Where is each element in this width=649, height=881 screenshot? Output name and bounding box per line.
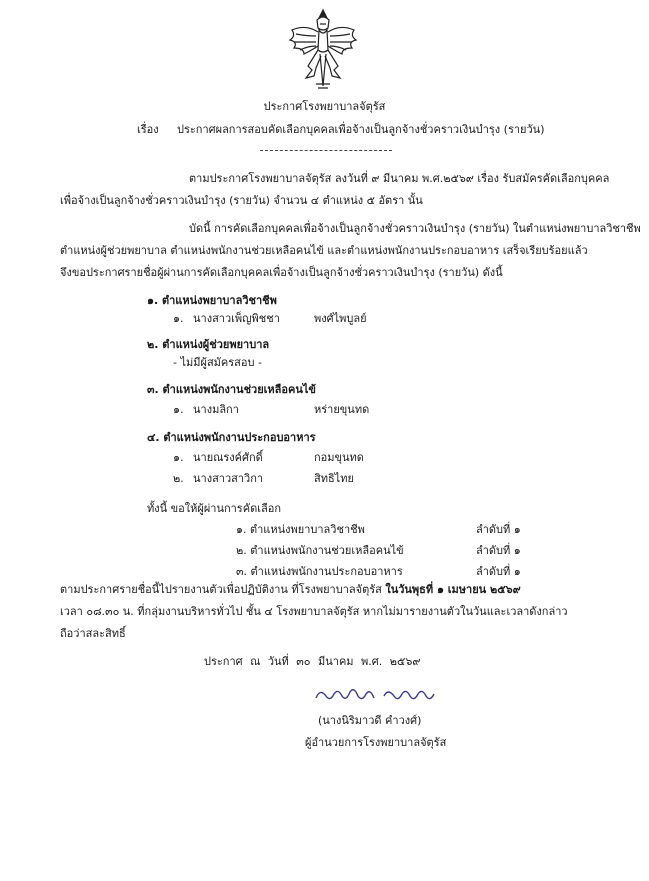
candidate-last-name: หร่ายขุนทด (314, 403, 370, 416)
garuda-emblem-icon (286, 6, 360, 90)
report-position: ๒. ตำแหน่งพนักงานช่วยเหลือคนไข้ (236, 544, 404, 557)
candidate-first-name: นายณรงค์ศักดิ์ (193, 451, 263, 464)
report-rank: ลำดับที่ ๑ (476, 565, 521, 578)
report-position: ๑. ตำแหน่งพยาบาลวิชาชีพ (236, 523, 365, 536)
position-heading: ๑. ตำแหน่งพยาบาลวิชาชีพ (147, 294, 277, 307)
signatory-position: ผู้อำนวยการโรงพยาบาลจัตุรัส (305, 736, 447, 749)
candidate-last-name: สิทธิไทย (314, 472, 354, 485)
no-applicants-note: - ไม่มีผู้สมัครสอบ - (173, 356, 262, 369)
announcement-issuer: ประกาศโรงพยาบาลจัตุรัส (263, 100, 386, 113)
candidate-number: ๑. (173, 403, 184, 416)
candidate-number: ๑. (173, 312, 184, 325)
report-rank: ลำดับที่ ๑ (476, 544, 521, 557)
candidate-number: ๑. (173, 451, 184, 464)
candidate-first-name: นางสาวเพ็ญพิชชา (193, 312, 280, 325)
report-rank: ลำดับที่ ๑ (476, 523, 521, 536)
report-line-3: ถือว่าสละสิทธิ์ (60, 627, 126, 640)
paragraph-1-line-1: ตามประกาศโรงพยาบาลจัตุรัส ลงวันที่ ๙ มีนาคม พ.ศ.๒๕๖๙ เรื่อง รับสมัครคัดเลือกบุคคล (189, 172, 610, 185)
candidate-first-name: นางสาวสาวิกา (193, 472, 264, 485)
signatory-name: (นางนิริมาวดี คำวงศ์) (318, 714, 422, 727)
report-line-2: เวลา ๐๘.๓๐ น. ที่กลุ่มงานบริหารทั่วไป ชั้น ๔ โรงพยาบาลจัตุรัส หากไม่มารายงานตัวในวันและเวลาดังกล่าว (60, 605, 568, 618)
subject-title: ประกาศผลการสอบคัดเลือกบุคคลเพื่อจ้างเป็นลูกจ้างชั่วคราวเงินบำรุง (รายวัน) (177, 123, 545, 136)
announcement-date: ประกาศ ณ วันที่ ๓๐ มีนาคม พ.ศ. ๒๕๖๙ (204, 655, 421, 668)
paragraph-2-line-3: จึงขอประกาศรายชื่อผู้ผ่านการคัดเลือกบุคคลเพื่อจ้างเป็นลูกจ้างชั่วคราวเงินบำรุง (รายวัน) ดังนี้ (60, 266, 503, 279)
report-line-1 (60, 583, 521, 597)
candidate-number: ๒. (173, 472, 184, 485)
candidate-last-name: พงศ์ไพบูลย์ (314, 312, 367, 325)
paragraph-2-line-1: บัดนี้ การคัดเลือกบุคคลเพื่อจ้างเป็นลูกจ้างชั่วคราวเงินบำรุง (รายวัน) ในตำแหน่งพยาบาลวิชาชีพ (189, 222, 641, 235)
position-heading: ๒. ตำแหน่งผู้ช่วยพยาบาล (147, 338, 270, 351)
candidate-last-name: กอมขุนทด (314, 451, 364, 464)
separator-rule (260, 150, 392, 151)
position-heading: ๓. ตำแหน่งพนักงานช่วยเหลือคนไข้ (147, 383, 316, 396)
position-heading: ๔. ตำแหน่งพนักงานประกอบอาหาร (147, 431, 316, 444)
paragraph-2-line-2: ตำแหน่งผู้ช่วยพยาบาล ตำแหน่งพนักงานช่วยเหลือคนไข้ และตำแหน่งพนักงานประกอบอาหาร เสร็จเรียบร้อยแล้ว (60, 244, 588, 257)
report-line-1-text: ตามประกาศรายชื่อนี้ไปรายงานตัวเพื่อปฏิบัติงาน ที่โรงพยาบาลจัตุรัส (60, 583, 386, 596)
report-intro: ทั้งนี้ ขอให้ผู้ผ่านการคัดเลือก (147, 502, 281, 515)
subject-label: เรื่อง (137, 123, 159, 136)
report-date: ในวันพุธที่ ๑ เมษายน ๒๕๖๙ (385, 583, 521, 596)
signature (312, 680, 438, 710)
paragraph-1-line-2: เพื่อจ้างเป็นลูกจ้างชั่วคราวเงินบำรุง (รายวัน) จำนวน ๔ ตำแหน่ง ๕ อัตรา นั้น (60, 194, 423, 207)
candidate-first-name: นางมลิกา (193, 403, 239, 416)
report-position: ๓. ตำแหน่งพนักงานประกอบอาหาร (236, 565, 403, 578)
